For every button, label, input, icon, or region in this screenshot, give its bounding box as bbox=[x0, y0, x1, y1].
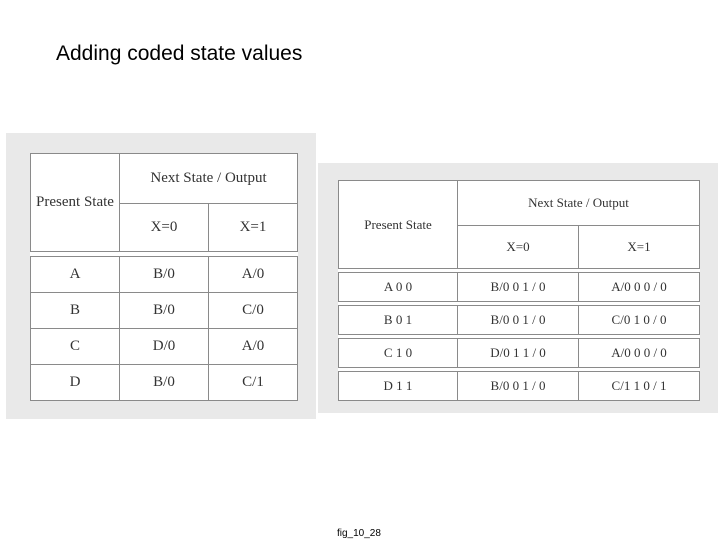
present-state-cell: B bbox=[31, 293, 120, 329]
next-state-x0-cell: B/0 bbox=[120, 293, 209, 329]
table-row bbox=[339, 339, 700, 368]
next-state-x0-cell: D/0 1 1 / 0 bbox=[458, 339, 579, 368]
next-state-x0-cell: B/0 bbox=[120, 365, 209, 401]
table-row bbox=[31, 329, 298, 365]
next-state-x0-cell: B/0 0 1 / 0 bbox=[458, 306, 579, 335]
table-row bbox=[339, 306, 700, 335]
figure-caption: fig_10_28 bbox=[337, 528, 381, 539]
present-state-cell: D bbox=[31, 365, 120, 401]
next-state-x1-cell: A/0 bbox=[209, 329, 298, 365]
next-state-output-header: Next State / Output bbox=[458, 181, 700, 226]
next-state-x0-cell: B/0 0 1 / 0 bbox=[458, 273, 579, 302]
next-state-x0-cell: D/0 bbox=[120, 329, 209, 365]
next-state-x1-cell: C/1 1 0 / 1 bbox=[579, 372, 700, 401]
x0-header: X=0 bbox=[458, 226, 579, 269]
present-state-cell: D 1 1 bbox=[339, 372, 458, 401]
slide-title: Adding coded state values bbox=[56, 42, 303, 65]
next-state-x1-cell: A/0 0 0 / 0 bbox=[579, 273, 700, 302]
next-state-x1-cell: C/0 bbox=[209, 293, 298, 329]
next-state-x1-cell: A/0 bbox=[209, 257, 298, 293]
table-row bbox=[31, 293, 298, 329]
next-state-x1-cell: A/0 0 0 / 0 bbox=[579, 339, 700, 368]
next-state-x1-cell: C/1 bbox=[209, 365, 298, 401]
x1-header: X=1 bbox=[579, 226, 700, 269]
present-state-header: Present State bbox=[31, 154, 120, 252]
table-row bbox=[31, 365, 298, 401]
next-state-x0-cell: B/0 bbox=[120, 257, 209, 293]
present-state-cell: A bbox=[31, 257, 120, 293]
left-table-panel bbox=[6, 133, 316, 419]
present-state-cell: C bbox=[31, 329, 120, 365]
right-table-panel bbox=[318, 163, 718, 413]
x0-header: X=0 bbox=[120, 204, 209, 252]
table-row bbox=[31, 257, 298, 293]
next-state-x0-cell: B/0 0 1 / 0 bbox=[458, 372, 579, 401]
present-state-cell: C 1 0 bbox=[339, 339, 458, 368]
table-row bbox=[339, 372, 700, 401]
state-table-original bbox=[30, 153, 298, 401]
table-row bbox=[339, 273, 700, 302]
next-state-output-header: Next State / Output bbox=[120, 154, 298, 204]
next-state-x1-cell: C/0 1 0 / 0 bbox=[579, 306, 700, 335]
state-table-coded bbox=[338, 180, 700, 401]
x1-header: X=1 bbox=[209, 204, 298, 252]
present-state-cell: A 0 0 bbox=[339, 273, 458, 302]
present-state-header: Present State bbox=[339, 181, 458, 269]
present-state-cell: B 0 1 bbox=[339, 306, 458, 335]
